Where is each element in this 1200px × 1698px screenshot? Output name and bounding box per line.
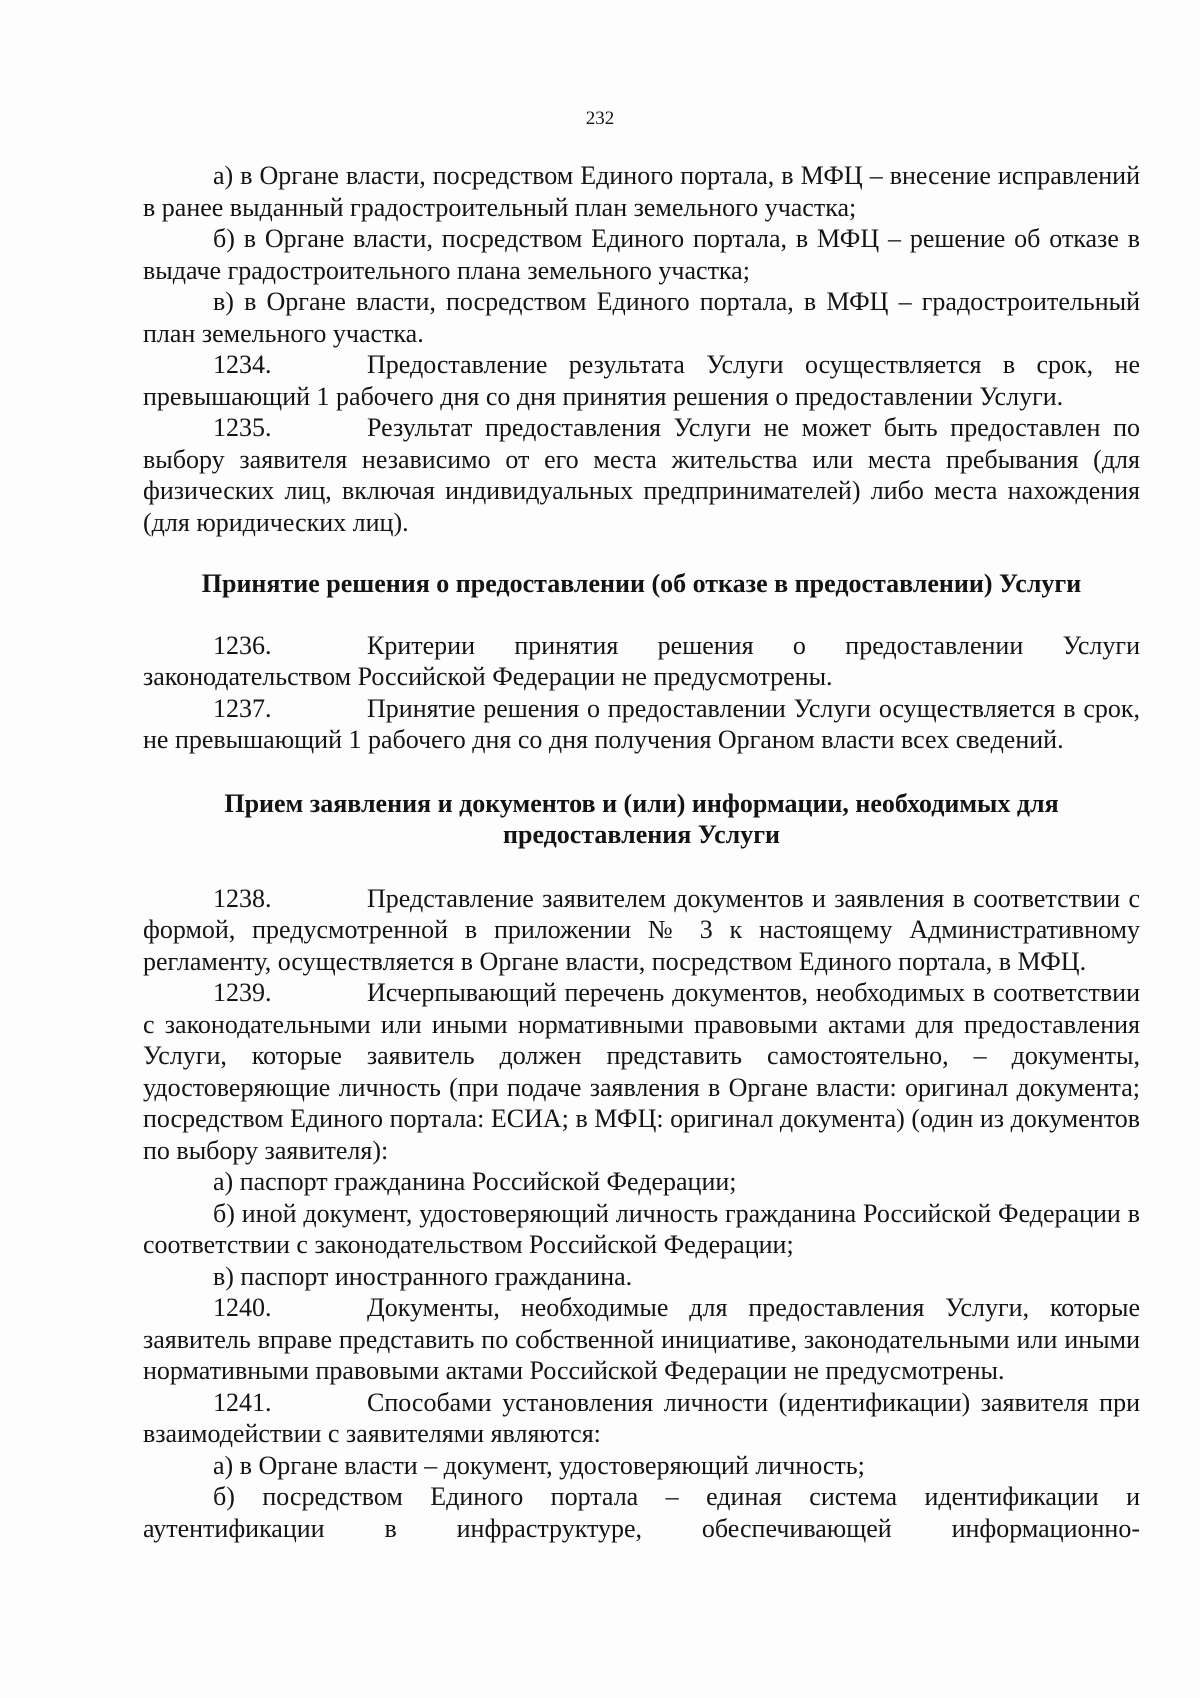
clause-text: Предоставление результата Услуги осуществляется в срок, не превышающий 1 рабочего дня со дня принятия решения о предоставлении Услуги. <box>143 350 1140 411</box>
list-item-text: а) в Органе власти – документ, удостоверяющий личность; <box>213 1450 865 1480</box>
clause-1239 <box>143 977 1140 1166</box>
clause-text: Способами установления личности (идентификации) заявителя при взаимодействии с заявителями являются: <box>143 1387 1140 1448</box>
clause-text: Принятие решения о предоставлении Услуги осуществляется в срок, не превышающий 1 рабочего дня со дня получения Органом власти всех сведений. <box>143 693 1140 754</box>
paragraph-text: а) в Органе власти, посредством Единого портала, в МФЦ – внесение исправлений в ранее выданный градостроительный план земельного участка; <box>143 161 1140 222</box>
clause-1238 <box>143 883 1140 978</box>
paragraph-text: б) в Органе власти, посредством Единого портала, в МФЦ – решение об отказе в выдаче градостроительного плана земельного участка; <box>143 224 1140 285</box>
clause-1236 <box>143 630 1140 693</box>
clause-number: 1240. <box>213 1293 272 1322</box>
clause-text: Исчерпывающий перечень документов, необходимых в соответствии с законодательными или иными нормативными правовыми актами для предоставления Услуги, которые заявитель должен представить самостоятельно, – документы, удостоверяющие личность (при подаче заявления в Органе власти: оригинал документа; посредством Единого портала: ЕСИА; в МФЦ: оригинал документа) (один из документов по выбору заявителя): <box>143 978 1140 1165</box>
paragraph-b-refusal <box>143 223 1140 286</box>
clause-1235 <box>143 412 1140 538</box>
clause-number: 1234. <box>213 350 272 379</box>
clause-text: Результат предоставления Услуги не может быть предоставлен по выбору заявителя независимо от его места жительства или места пребывания (для физических лиц, включая индивидуальных предпринимателей) либо места нахождения (для юридических лиц). <box>143 413 1140 537</box>
clause-number: 1235. <box>213 413 272 442</box>
list-item-text: б) иной документ, удостоверяющий личность гражданина Российской Федерации в соответствии с законодательством Российской Федерации; <box>143 1198 1140 1259</box>
clause-text: Критерии принятия решения о предоставлении Услуги законодательством Российской Федерации не предусмотрены. <box>143 630 1140 691</box>
list-item-text: а) паспорт гражданина Российской Федерации; <box>213 1167 737 1196</box>
clause-number: 1236. <box>213 630 272 660</box>
paragraph-v-plan <box>143 286 1140 349</box>
clause-number: 1237. <box>213 693 272 723</box>
clause-number: 1239. <box>213 978 272 1007</box>
clause-text: Представление заявителем документов и заявления в соответствии с формой, предусмотренной в приложении № 3 к настоящему Административному регламенту, осуществляется в Органе власти, посредством Единого портала, в МФЦ. <box>143 883 1140 976</box>
list-item-text: в) паспорт иностранного гражданина. <box>213 1261 633 1291</box>
document-body <box>143 160 1140 1544</box>
list-item-portal-id <box>143 1481 1140 1544</box>
list-item-text: б) посредством Единого портала – единая система идентификации и аутентификации в инфраструктуре, обеспечивающей информационно- <box>143 1482 1140 1543</box>
clause-1237 <box>143 693 1140 756</box>
list-item-passport <box>143 1166 1140 1198</box>
clause-1234 <box>143 349 1140 412</box>
page-number: 232 <box>585 108 615 129</box>
section-heading-application: Прием заявления и документов и (или) информации, необходимых для предоставления Услуги <box>224 788 1059 849</box>
clause-text: Документы, необходимые для предоставления Услуги, которые заявитель вправе представить по собственной инициативе, законодательными или иными нормативными правовыми актами Российской Федерации не предусмотрены. <box>143 1293 1140 1385</box>
section-heading-decision: Принятие решения о предоставлении (об отказе в предоставлении) Услуги <box>201 569 1082 598</box>
clause-number: 1241. <box>213 1387 272 1417</box>
clause-number: 1238. <box>213 883 272 913</box>
paragraph-a-corrections <box>143 160 1140 223</box>
list-item-authority-id <box>143 1450 1140 1482</box>
clause-1240 <box>143 1292 1140 1387</box>
list-item-foreign-passport <box>143 1261 1140 1293</box>
clause-1241 <box>143 1387 1140 1450</box>
paragraph-text: в) в Органе власти, посредством Единого портала, в МФЦ – градостроительный план земельного участка. <box>143 287 1140 348</box>
list-item-other-document <box>143 1198 1140 1261</box>
